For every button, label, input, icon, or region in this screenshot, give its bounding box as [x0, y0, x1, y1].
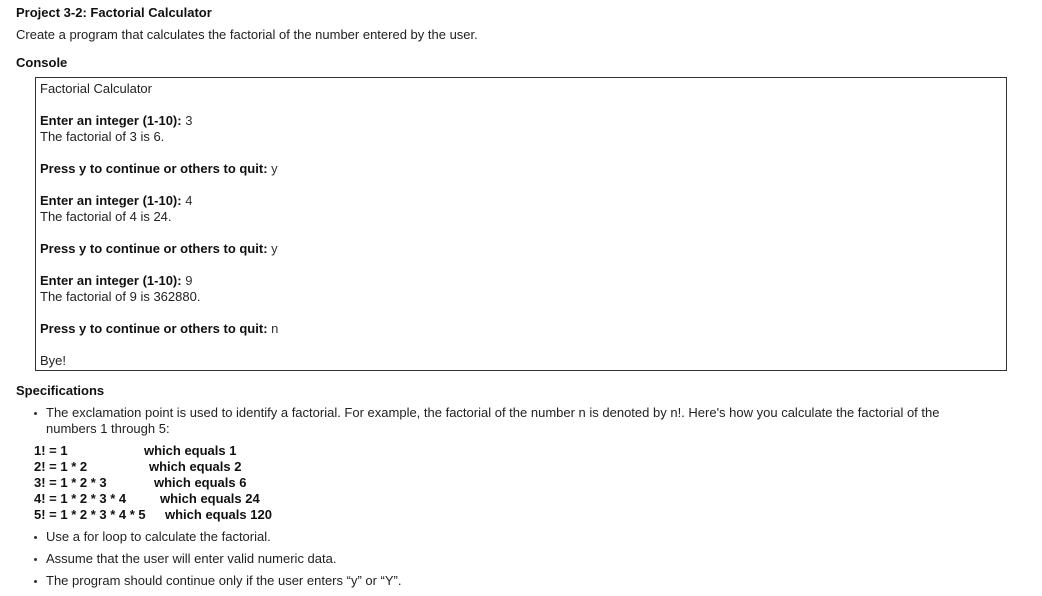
prompt-input: 9 [185, 273, 193, 288]
continue-answer: y [271, 161, 278, 176]
factorial-expression: 1! = 1 [34, 443, 68, 458]
console-box [35, 77, 1007, 371]
factorial-expression: 2! = 1 * 2 [34, 459, 88, 474]
factorial-result: The factorial of 3 is 6. [40, 129, 165, 144]
bullet-icon [34, 536, 37, 539]
project-title: Project 3-2: Factorial Calculator [16, 5, 212, 20]
spec-intro-line1: The exclamation point is used to identify a factorial. For example, the factorial of the number n is denoted by n!. Here's how you calculate the factorial of the [46, 405, 940, 420]
bullet-icon [34, 558, 37, 561]
spec-bullet: The program should continue only if the user enters “y” or “Y”. [46, 573, 402, 588]
factorial-equals: which equals 2 [149, 459, 242, 474]
factorial-equals: which equals 6 [154, 475, 247, 490]
factorial-equals: which equals 24 [160, 491, 260, 506]
continue-answer: n [271, 321, 279, 336]
specifications-heading: Specifications [16, 383, 105, 398]
console-prompt-line [40, 193, 192, 209]
continue-label: Press y to continue or others to quit: [40, 241, 268, 256]
continue-label: Press y to continue or others to quit: [40, 161, 268, 176]
console-continue-line [40, 161, 278, 177]
bullet-icon [34, 580, 37, 583]
spec-bullet: Assume that the user will enter valid numeric data. [46, 551, 337, 566]
factorial-expression: 5! = 1 * 2 * 3 * 4 * 5 [34, 507, 146, 522]
console-prompt-line [40, 273, 192, 289]
prompt-label: Enter an integer (1-10): [40, 193, 182, 208]
continue-label: Press y to continue or others to quit: [40, 321, 268, 336]
continue-answer: y [271, 241, 278, 256]
bullet-icon [34, 412, 37, 415]
console-title: Factorial Calculator [40, 81, 152, 96]
spec-bullet: Use a for loop to calculate the factorial. [46, 529, 271, 544]
factorial-equals: which equals 120 [165, 507, 272, 522]
spec-intro-line2: numbers 1 through 5: [46, 421, 170, 436]
console-bye: Bye! [40, 353, 67, 368]
factorial-expression: 4! = 1 * 2 * 3 * 4 [34, 491, 127, 506]
factorial-equals: which equals 1 [144, 443, 237, 458]
factorial-result: The factorial of 9 is 362880. [40, 289, 201, 304]
factorial-expression: 3! = 1 * 2 * 3 [34, 475, 107, 490]
factorial-result: The factorial of 4 is 24. [40, 209, 172, 224]
console-continue-line [40, 321, 278, 337]
console-heading: Console [16, 55, 68, 70]
prompt-label: Enter an integer (1-10): [40, 113, 182, 128]
console-continue-line [40, 241, 278, 257]
project-description: Create a program that calculates the factorial of the number entered by the user. [16, 27, 478, 42]
prompt-input: 3 [185, 113, 193, 128]
prompt-input: 4 [185, 193, 193, 208]
prompt-label: Enter an integer (1-10): [40, 273, 182, 288]
console-prompt-line [40, 113, 192, 129]
